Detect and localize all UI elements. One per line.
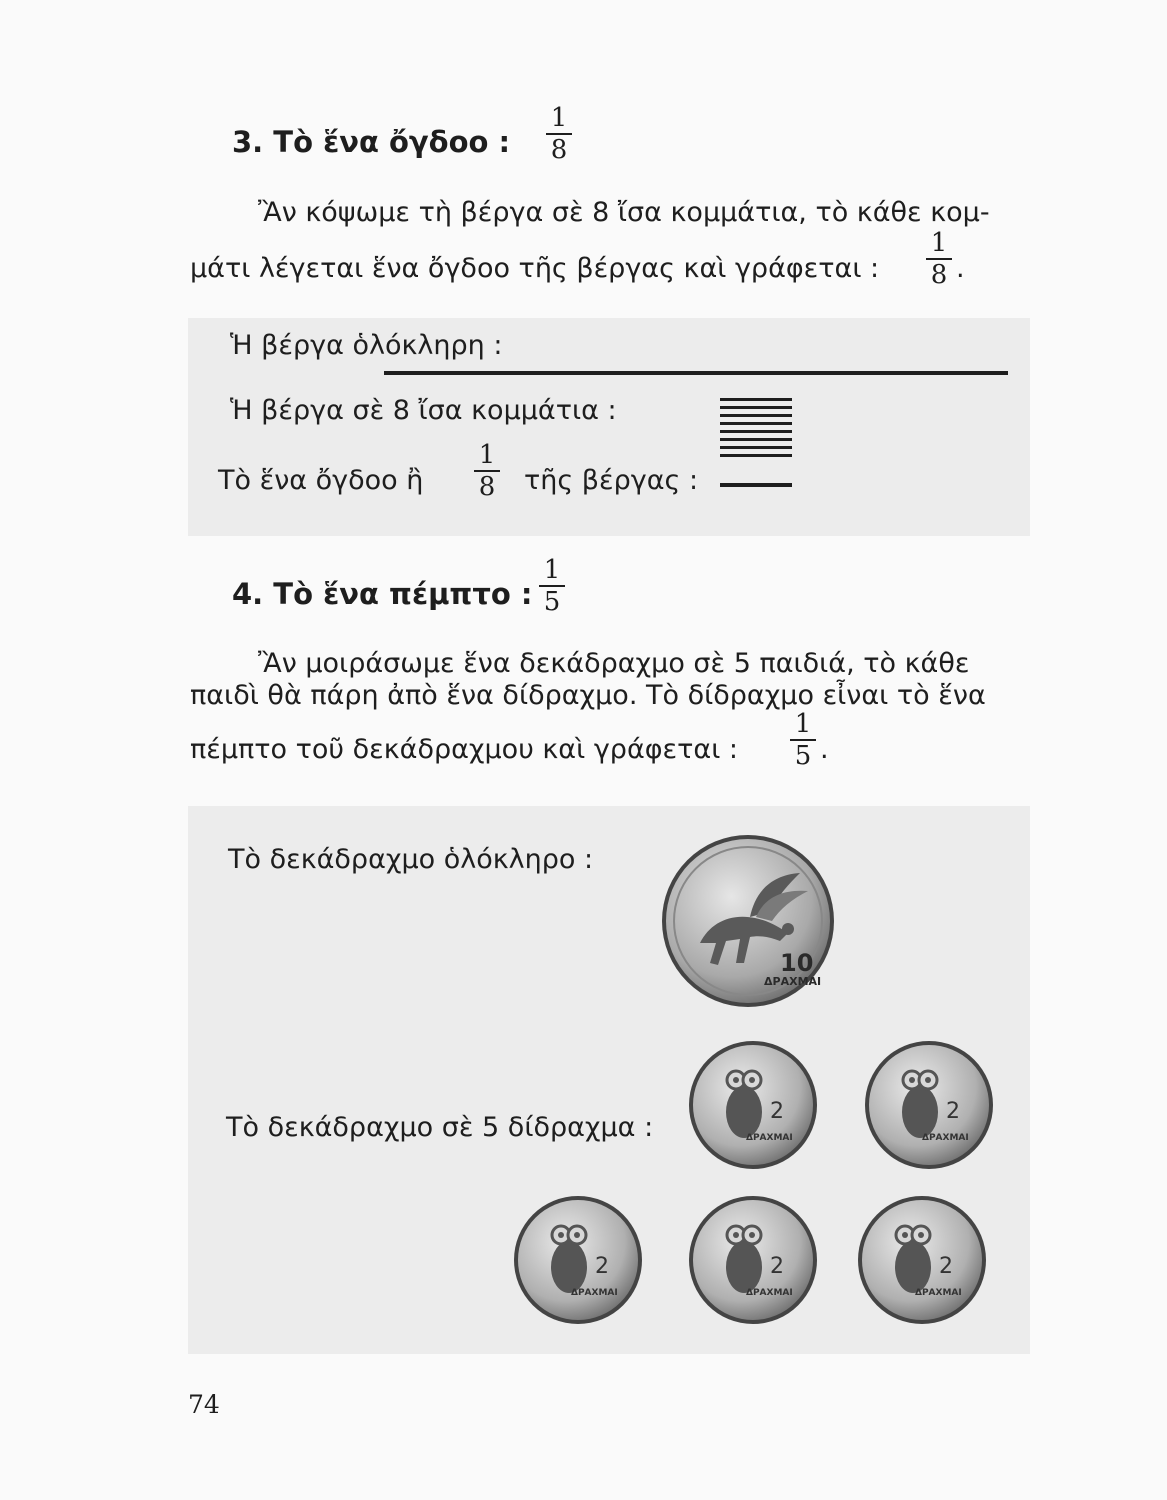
section-3-heading: 3. Τὸ ἕνα ὄγδοο :	[232, 125, 511, 159]
section-3-line-2: μάτι λέγεται ἕνα ὄγδοο τῆς βέργας καὶ γράφεται :	[190, 253, 880, 284]
rod-one-eighth-fraction	[474, 442, 500, 500]
rod-piece	[720, 438, 792, 441]
owl-icon	[551, 1226, 587, 1293]
rod-piece	[720, 430, 792, 433]
section-3-heading-fraction	[546, 105, 572, 163]
two-coin-value: 2	[595, 1254, 609, 1279]
owl-icon	[895, 1226, 931, 1293]
owl-icon	[726, 1071, 762, 1138]
ten-coin-value: 10	[780, 949, 814, 977]
fraction-denominator: 8	[930, 260, 948, 290]
rod-piece	[720, 398, 792, 401]
fraction-denominator: 8	[550, 135, 568, 165]
section-4-inline-fraction	[790, 711, 816, 769]
page-number: 74	[188, 1390, 220, 1419]
two-drachma-coin	[857, 1195, 987, 1325]
rod-panel	[188, 318, 1030, 536]
owl-icon	[902, 1071, 938, 1138]
section-3-line-2-period: .	[956, 253, 965, 284]
section-4-line-3: πέμπτο τοῦ δεκάδραχμου καὶ γράφεται :	[190, 734, 739, 765]
fraction-denominator: 5	[543, 587, 561, 617]
two-drachma-coin	[513, 1195, 643, 1325]
section-3-inline-fraction	[926, 230, 952, 288]
rod-piece	[720, 414, 792, 417]
coin-split-label: Τὸ δεκάδραχμο σὲ 5 δίδραχμα :	[226, 1112, 654, 1143]
two-coin-value: 2	[939, 1254, 953, 1279]
fraction-numerator: 1	[794, 709, 812, 739]
two-coin-value: 2	[946, 1099, 960, 1124]
two-coin-value: 2	[770, 1254, 784, 1279]
section-4-line-2: παιδὶ θὰ πάρη ἀπὸ ἕνα δίδραχμο. Τὸ δίδραχμο εἶναι τὸ ἕνα	[190, 680, 986, 711]
fraction-numerator: 1	[930, 228, 948, 258]
section-4-heading-fraction	[539, 557, 565, 615]
rod-eight-label: Ἡ βέργα σὲ 8 ἴσα κομμάτια :	[230, 395, 617, 426]
section-4-line-3-period: .	[820, 734, 829, 765]
two-coin-text: ΔΡΑΧΜΑΙ	[746, 1288, 793, 1298]
two-coin-text: ΔΡΑΧΜΑΙ	[915, 1288, 962, 1298]
ten-drachma-coin	[660, 833, 836, 1009]
fraction-numerator: 1	[478, 440, 496, 470]
rod-piece	[720, 446, 792, 449]
whole-rod	[384, 371, 1008, 375]
fraction-numerator: 1	[550, 103, 568, 133]
rod-one-eighth-label-b: τῆς βέργας :	[524, 465, 699, 496]
two-drachma-coin	[688, 1040, 818, 1170]
two-coin-text: ΔΡΑΧΜΑΙ	[746, 1133, 793, 1143]
rod-eight-pieces	[720, 398, 792, 464]
rod-piece	[720, 454, 792, 457]
fraction-numerator: 1	[543, 555, 561, 585]
ten-coin-text: ΔΡΑΧΜΑΙ	[764, 975, 822, 988]
coin-whole-label: Τὸ δεκάδραχμο ὁλόκληρο :	[228, 844, 594, 875]
two-coin-value: 2	[770, 1099, 784, 1124]
section-4-heading: 4. Τὸ ἕνα πέμπτο :	[232, 577, 533, 611]
rod-piece	[720, 422, 792, 425]
two-coin-text: ΔΡΑΧΜΑΙ	[571, 1288, 618, 1298]
section-4-line-1: Ἂν μοιράσωμε ἕνα δεκάδραχμο σὲ 5 παιδιά, τὸ κάθε	[258, 648, 970, 679]
rod-one-eighth-label-a: Τὸ ἕνα ὄγδοο ἢ	[218, 465, 424, 496]
fraction-denominator: 5	[794, 741, 812, 771]
rod-whole-label: Ἡ βέργα ὁλόκληρη :	[230, 330, 503, 361]
two-drachma-coin	[688, 1195, 818, 1325]
fraction-denominator: 8	[478, 472, 496, 502]
two-coin-text: ΔΡΑΧΜΑΙ	[922, 1133, 969, 1143]
owl-icon	[726, 1226, 762, 1293]
rod-piece	[720, 406, 792, 409]
section-3-line-1: Ἂν κόψωμε τὴ βέργα σὲ 8 ἴσα κομμάτια, τὸ κάθε κομ-	[258, 197, 990, 228]
two-drachma-coin	[864, 1040, 994, 1170]
rod-one-eighth-piece	[720, 483, 792, 487]
